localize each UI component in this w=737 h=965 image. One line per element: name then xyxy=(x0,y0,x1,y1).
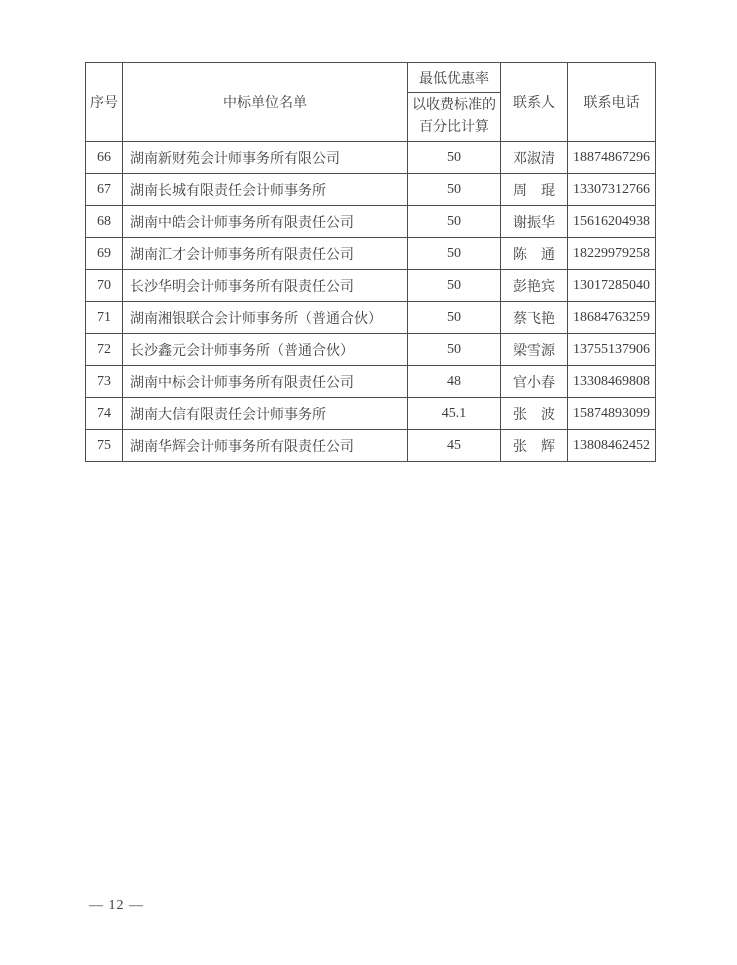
contact-cell: 周 琨 xyxy=(501,174,568,206)
contact-cell: 谢振华 xyxy=(501,206,568,238)
company-cell: 长沙华明会计师事务所有限责任公司 xyxy=(123,270,408,302)
table-row xyxy=(86,270,656,302)
table-row xyxy=(86,334,656,366)
phone-cell: 18684763259 xyxy=(568,302,656,334)
seq-cell: 67 xyxy=(86,174,123,206)
seq-cell: 75 xyxy=(86,430,123,462)
table-row xyxy=(86,430,656,462)
company-cell: 湖南汇才会计师事务所有限责任公司 xyxy=(123,238,408,270)
contact-cell: 梁雪源 xyxy=(501,334,568,366)
phone-cell: 13755137906 xyxy=(568,334,656,366)
contact-cell: 陈 通 xyxy=(501,238,568,270)
rate-cell: 50 xyxy=(408,270,501,302)
header-rate: 最低优惠率 xyxy=(408,63,501,93)
phone-cell: 13307312766 xyxy=(568,174,656,206)
phone-cell: 13308469808 xyxy=(568,366,656,398)
page-number: — 12 — xyxy=(89,898,144,913)
rate-cell: 50 xyxy=(408,206,501,238)
company-cell: 长沙鑫元会计师事务所（普通合伙） xyxy=(123,334,408,366)
header-phone: 联系电话 xyxy=(568,63,656,142)
rate-cell: 45 xyxy=(408,430,501,462)
seq-cell: 66 xyxy=(86,142,123,174)
phone-cell: 15616204938 xyxy=(568,206,656,238)
rate-cell: 48 xyxy=(408,366,501,398)
seq-cell: 68 xyxy=(86,206,123,238)
seq-cell: 72 xyxy=(86,334,123,366)
table-row xyxy=(86,142,656,174)
company-cell: 湖南中标会计师事务所有限责任公司 xyxy=(123,366,408,398)
table-row xyxy=(86,174,656,206)
seq-cell: 73 xyxy=(86,366,123,398)
rate-cell: 50 xyxy=(408,142,501,174)
company-cell: 湖南大信有限责任会计师事务所 xyxy=(123,398,408,430)
contact-cell: 蔡飞艳 xyxy=(501,302,568,334)
company-cell: 湖南长城有限责任会计师事务所 xyxy=(123,174,408,206)
rate-cell: 50 xyxy=(408,238,501,270)
contact-cell: 彭艳宾 xyxy=(501,270,568,302)
seq-cell: 74 xyxy=(86,398,123,430)
rate-cell: 50 xyxy=(408,334,501,366)
header-contact: 联系人 xyxy=(501,63,568,142)
phone-cell: 18874867296 xyxy=(568,142,656,174)
contact-cell: 张 波 xyxy=(501,398,568,430)
company-cell: 湖南新财苑会计师事务所有限公司 xyxy=(123,142,408,174)
company-cell: 湖南中皓会计师事务所有限责任公司 xyxy=(123,206,408,238)
table-row xyxy=(86,398,656,430)
company-cell: 湖南华辉会计师事务所有限责任公司 xyxy=(123,430,408,462)
header-rate-note: 以收费标准的百分比计算 xyxy=(408,93,501,142)
contact-cell: 邓淑清 xyxy=(501,142,568,174)
winning-bidders-table xyxy=(85,62,656,462)
phone-cell: 13808462452 xyxy=(568,430,656,462)
table-row xyxy=(86,238,656,270)
table-row xyxy=(86,366,656,398)
header-seq: 序号 xyxy=(86,63,123,142)
table-row xyxy=(86,302,656,334)
seq-cell: 69 xyxy=(86,238,123,270)
table-row xyxy=(86,206,656,238)
seq-cell: 71 xyxy=(86,302,123,334)
phone-cell: 13017285040 xyxy=(568,270,656,302)
rate-cell: 50 xyxy=(408,174,501,206)
phone-cell: 18229979258 xyxy=(568,238,656,270)
rate-cell: 45.1 xyxy=(408,398,501,430)
contact-cell: 官小春 xyxy=(501,366,568,398)
rate-cell: 50 xyxy=(408,302,501,334)
seq-cell: 70 xyxy=(86,270,123,302)
contact-cell: 张 辉 xyxy=(501,430,568,462)
header-company: 中标单位名单 xyxy=(123,63,408,142)
phone-cell: 15874893099 xyxy=(568,398,656,430)
company-cell: 湖南湘银联合会计师事务所（普通合伙） xyxy=(123,302,408,334)
